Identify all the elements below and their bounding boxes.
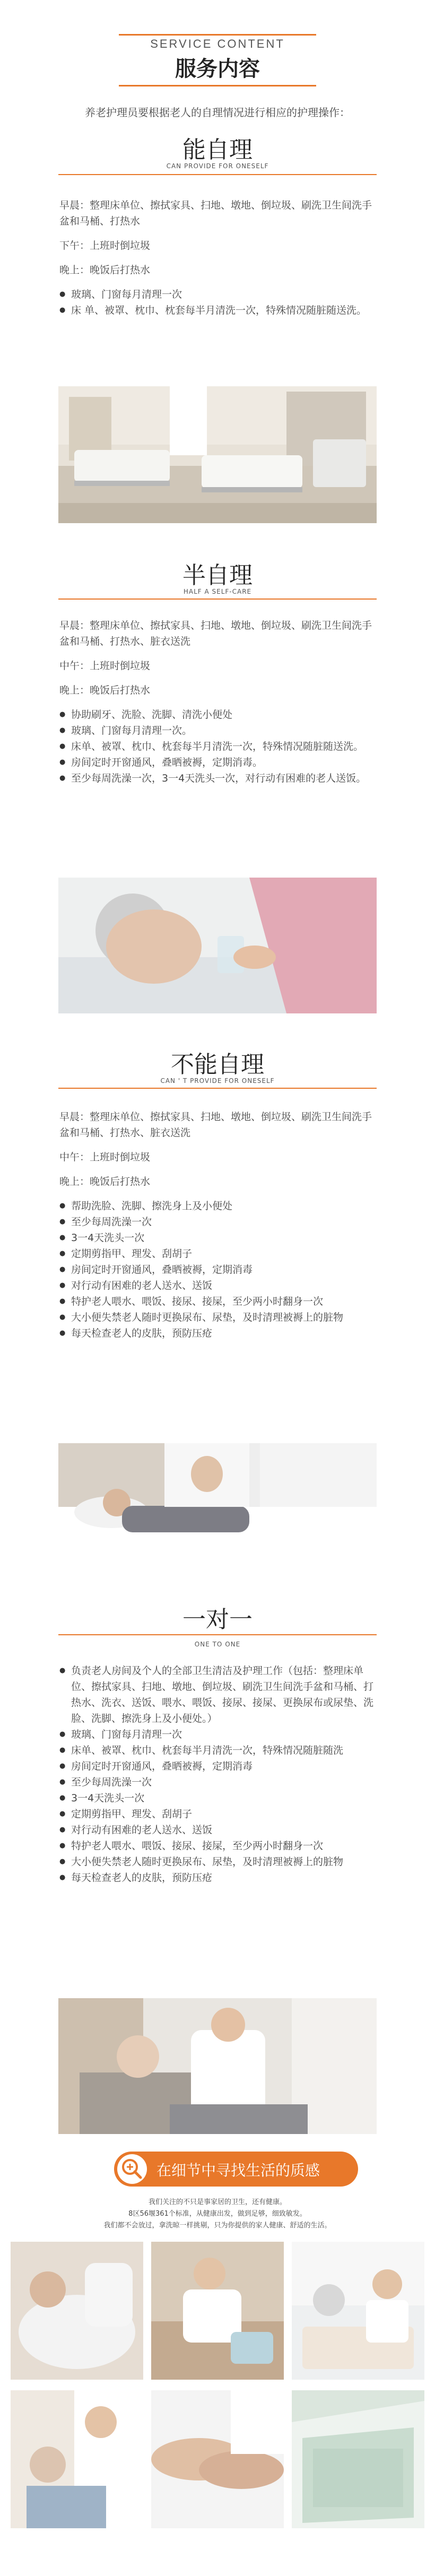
list-item: ● 房间定时开窗通风，叠晒被褥，定期消毒 — [59, 1262, 378, 1278]
photo-patient-in-bed — [58, 1443, 377, 1568]
banner-text: 在细节中寻找生活的质感 — [156, 2162, 320, 2179]
list-item: ● 对行动有困难的老人送水、送饭 — [59, 1822, 378, 1838]
section-title-no-self-care: 不能自理 — [171, 1051, 264, 1078]
section-subtitle-one-to-one: ONE TO ONE — [194, 1641, 241, 1648]
list-item: ● 每天检查老人的皮肤，预防压疮 — [59, 1325, 378, 1341]
closing-line-1: 我们关注的不只是事家居的卫生，还有健康。 — [148, 2198, 286, 2206]
intro-text: 养老护理员要根据老人的自理情况进行相应的护理操作： — [85, 106, 350, 119]
photo-tile-hands — [151, 2390, 284, 2528]
section-rule — [58, 1088, 377, 1089]
page-title: 服务内容 — [175, 57, 260, 81]
closing-line-3: 我们都不会放过，拿洗晾一样挑剔，只为你提供的家人健康、舒适的生活。 — [103, 2222, 332, 2230]
schedule-evening: 晚上：晚饭后打热水 — [59, 684, 151, 696]
section-subtitle-half-care: HALF A SELF-CARE — [183, 588, 252, 595]
section-body-no-self-care — [59, 1109, 378, 1341]
section-title-half-care: 半自理 — [182, 562, 253, 589]
schedule-noon: 中午：上班时倒垃圾 — [59, 660, 151, 672]
photo-nurse-with-elder — [58, 1998, 377, 2134]
list-item: ● 定期剪指甲、理发、刮胡子 — [59, 1806, 378, 1822]
section-rule — [58, 599, 377, 600]
list-item: ● 大小便失禁老人随时更换尿布、尿垫，及时清理被褥上的脏物 — [59, 1309, 378, 1325]
schedule-morning: 早晨：整理床单位、擦拭家具、扫地、墩地、倒垃圾、刷洗卫生间洗手盆和马桶、打热水 — [59, 200, 372, 227]
header-rule-top — [119, 34, 316, 36]
list-item: ● 大小便失禁老人随时更换尿布、尿垫，及时清理被褥上的脏物 — [59, 1854, 378, 1870]
photo-tile-bathing — [11, 2242, 143, 2380]
section-rule — [58, 1634, 377, 1635]
header-rule-bottom — [119, 85, 316, 86]
care-list — [59, 1663, 378, 1886]
list-item: ● 玻璃、门窗每月清理一次 — [59, 1727, 378, 1742]
schedule-evening: 晚上：晚饭后打热水 — [59, 264, 151, 276]
closing-line-2: 8区56堰361个标准，从健康出发，做到足够，细致敏发。 — [128, 2210, 307, 2218]
list-item: ● 定期剪指甲、理发、刮胡子 — [59, 1246, 378, 1262]
list-item: ● 特护老人喂水、喂饭、接尿、接屎，至少两小时翻身一次 — [59, 1294, 378, 1309]
quality-banner — [114, 2152, 358, 2187]
list-item: ● 每天检查老人的皮肤，预防压疮 — [59, 1870, 378, 1886]
list-item: ● 至少每周洗澡一次 — [59, 1214, 378, 1230]
list-item: ● 玻璃、门窗每月清理一次 — [59, 287, 378, 302]
photo-care-room — [58, 386, 377, 523]
photo-tile-meal — [292, 2242, 424, 2380]
magnifier-plus-icon — [117, 2154, 147, 2184]
list-item: ● 至少每周洗澡一次 — [59, 1774, 378, 1790]
list-item: ● 玻璃、门窗每月清理一次。 — [59, 723, 378, 739]
section-body-self-care — [59, 197, 378, 318]
list-item: ● 床单、被罩、枕巾、枕套每半月清洗一次，特殊情况随脏随洗 — [59, 1742, 378, 1758]
schedule-morning: 早晨：整理床单位、擦拭家具、扫地、墩地、倒垃圾、刷洗卫生间洗手盆和马桶、打热水、脏衣送洗 — [59, 1111, 372, 1139]
list-item: ● 对行动有困难的老人送水、送饭 — [59, 1278, 378, 1294]
list-item: ● 床 单、被罩、枕巾、枕套每半月清洗一次，特殊情况随脏随送洗。 — [59, 302, 378, 318]
photo-tile-clean-linen — [292, 2390, 424, 2528]
list-item: ● 至少每周洗澡一次，3一4天洗头一次，对行动有困难的老人送饭。 — [59, 770, 378, 786]
list-item: ● 3一4天洗头一次 — [59, 1790, 378, 1806]
section-title-one-to-one: 一对一 — [182, 1606, 253, 1633]
list-item: ● 床单、被罩、枕巾、枕套每半月清洗一次，特殊情况随脏随送洗。 — [59, 739, 378, 754]
section-rule — [58, 174, 377, 175]
care-list — [59, 707, 378, 786]
list-item: ● 房间定时开窗通风，叠晒被褥，定期消毒 — [59, 1758, 378, 1774]
section-body-half-care — [59, 618, 378, 786]
schedule-evening: 晚上：晚饭后打热水 — [59, 1176, 151, 1187]
photo-tile-foot-care — [151, 2242, 284, 2380]
list-item: ● 协助刷牙、洗脸、洗脚、清洗小便处 — [59, 707, 378, 723]
list-item: ● 房间定时开窗通风，叠晒被褥，定期消毒。 — [59, 754, 378, 770]
list-item: ● 3一4天洗头一次 — [59, 1230, 378, 1246]
list-item: ● 特护老人喂水、喂饭、接尿、接屎，至少两小时翻身一次 — [59, 1838, 378, 1854]
header-en-title: SERVICE CONTENT — [150, 37, 285, 50]
list-item: ● 负责老人房间及个人的全部卫生清洁及护理工作（包括：整理床单位、擦拭家具、扫地、墩地、倒垃圾、刷洗卫生间洗手盆和马桶、打热水、洗衣、送饭、喂水、喂饭、接尿、接屎、更换尿布或尿垫、洗脸、洗脚、擦洗身上及小便处。） — [59, 1663, 378, 1727]
section-subtitle-self-care: CAN PROVIDE FOR ONESELF — [166, 162, 269, 170]
photo-drinking-water — [58, 878, 377, 1013]
schedule-morning: 早晨：整理床单位、擦拭家具、扫地、墩地、倒垃圾、刷洗卫生间洗手盆和马桶、打热水、脏衣送洗 — [59, 620, 372, 647]
section-body-one-to-one — [59, 1663, 378, 1886]
section-title-self-care: 能自理 — [182, 136, 253, 163]
list-item: ● 帮助洗脸、洗脚、擦洗身上及小便处 — [59, 1198, 378, 1214]
section-subtitle-no-self-care: CAN ' T PROVIDE FOR ONESELF — [160, 1077, 275, 1085]
schedule-afternoon: 下午：上班时倒垃圾 — [59, 240, 151, 251]
schedule-noon: 中午：上班时倒垃圾 — [59, 1151, 151, 1163]
photo-tile-feeding — [11, 2390, 143, 2528]
care-list — [59, 1198, 378, 1341]
care-list — [59, 287, 378, 318]
